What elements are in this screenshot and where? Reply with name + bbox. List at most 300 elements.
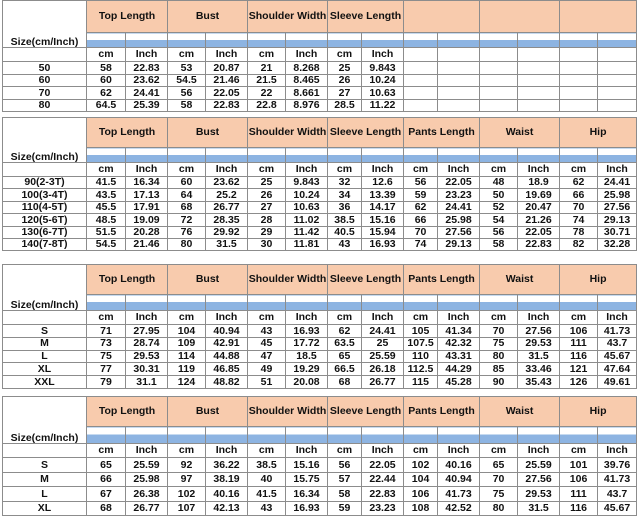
measure-value: 68: [168, 201, 206, 213]
size-row: [3, 472, 637, 487]
unit-label: Inch: [598, 444, 637, 458]
measure-value: 25.39: [126, 99, 168, 112]
measure-value: 15.75: [286, 472, 328, 487]
measure-value: 20.87: [206, 62, 248, 75]
measure-value: 45: [248, 337, 286, 350]
measure-value: 85: [480, 363, 518, 376]
measure-value: 38.5: [328, 214, 362, 226]
unit-row: [3, 48, 637, 62]
measure-value: 33.46: [518, 363, 560, 376]
measure-value: 13.39: [362, 189, 404, 201]
measure-value: 104: [168, 325, 206, 338]
measure-value: [438, 87, 480, 100]
measure-value: 101: [560, 458, 598, 473]
size-label: 110(4-5T): [3, 201, 87, 213]
measure-value: 10.24: [286, 189, 328, 201]
measure-value: 108: [404, 501, 438, 516]
measure-value: [404, 99, 438, 112]
unit-label: cm: [480, 444, 518, 458]
measure-value: 63.5: [328, 337, 362, 350]
measure-value: [560, 99, 598, 112]
measure-value: 56: [480, 226, 518, 238]
measure-value: 62: [560, 177, 598, 189]
measure-value: 106: [560, 325, 598, 338]
measure-value: 25.98: [598, 189, 637, 201]
unit-row-spacer: [3, 444, 87, 458]
measure-value: 106: [560, 472, 598, 487]
measure-value: 62: [404, 201, 438, 213]
unit-label: cm: [404, 163, 438, 177]
unit-label: cm: [560, 311, 598, 325]
measure-value: 15.16: [362, 214, 404, 226]
unit-label: Inch: [126, 48, 168, 62]
measure-value: 19.09: [126, 214, 168, 226]
unit-label: Inch: [362, 48, 404, 62]
measure-value: 47: [248, 350, 286, 363]
color-band-cell: [560, 295, 598, 311]
color-band-cell: [126, 427, 168, 444]
measure-value: 110: [404, 350, 438, 363]
measure-value: 72: [168, 214, 206, 226]
unit-label: Inch: [126, 163, 168, 177]
color-band-cell: [404, 33, 438, 48]
size-label: XL: [3, 363, 87, 376]
measure-value: 22.44: [362, 472, 404, 487]
color-band-cell: [286, 148, 328, 163]
size-row: [3, 376, 637, 389]
measure-value: 24.41: [362, 325, 404, 338]
measure-value: [598, 99, 637, 112]
measure-value: 111: [560, 487, 598, 502]
color-band-cell: [126, 295, 168, 311]
measure-header-row: [3, 265, 637, 295]
measure-value: 44.88: [206, 350, 248, 363]
measure-value: 64: [168, 189, 206, 201]
measure-value: [518, 74, 560, 87]
measure-value: 10.63: [286, 201, 328, 213]
color-band-cell: [248, 148, 286, 163]
color-band-row: [3, 427, 637, 444]
measure-value: 78: [560, 226, 598, 238]
measure-value: 38.5: [248, 458, 286, 473]
measure-value: 48.82: [206, 376, 248, 389]
measure-value: 62: [87, 87, 126, 100]
measure-header: Top Length: [87, 1, 168, 33]
unit-label: cm: [480, 311, 518, 325]
color-band-cell: [286, 33, 328, 48]
measure-value: 20.47: [518, 201, 560, 213]
size-column-header: Size(cm/Inch): [3, 397, 87, 444]
empty-measure-header: [560, 1, 637, 33]
color-band-cell: [480, 295, 518, 311]
size-label: 80: [3, 99, 87, 112]
measure-value: 21.5: [248, 74, 286, 87]
measure-header: Shoulder Width: [248, 397, 328, 427]
color-band-row: [3, 148, 637, 163]
measure-value: 54: [480, 214, 518, 226]
measure-value: 58: [328, 487, 362, 502]
measure-value: 36.22: [206, 458, 248, 473]
measure-value: 28.5: [328, 99, 362, 112]
measure-value: 14.17: [362, 201, 404, 213]
measure-value: 16.34: [286, 487, 328, 502]
measure-value: [560, 87, 598, 100]
measure-value: 46.85: [206, 363, 248, 376]
unit-label: cm: [328, 444, 362, 458]
measure-value: 76: [168, 226, 206, 238]
color-band-cell: [206, 33, 248, 48]
measure-value: 42.13: [206, 501, 248, 516]
size-row: [3, 363, 637, 376]
color-band-row: [3, 295, 637, 311]
color-band-cell: [328, 427, 362, 444]
color-band-cell: [598, 148, 637, 163]
size-table-section: [2, 396, 637, 516]
measure-value: 41.73: [438, 487, 480, 502]
measure-value: 28.74: [126, 337, 168, 350]
color-band-cell: [328, 148, 362, 163]
measure-value: 30.71: [598, 226, 637, 238]
color-band-cell: [438, 427, 480, 444]
measure-header: Shoulder Width: [248, 265, 328, 295]
measure-value: 43: [248, 325, 286, 338]
measure-value: 31.5: [206, 238, 248, 250]
measure-header: Hip: [560, 265, 637, 295]
measure-value: 47.64: [598, 363, 637, 376]
measure-value: 27.56: [518, 472, 560, 487]
measure-value: 8.465: [286, 74, 328, 87]
measure-value: 25.59: [126, 458, 168, 473]
size-column-header: Size(cm/Inch): [3, 1, 87, 48]
measure-value: 45.67: [598, 350, 637, 363]
measure-value: 43.5: [87, 189, 126, 201]
measure-value: 68: [87, 501, 126, 516]
measure-header: Bust: [168, 1, 248, 33]
size-row: [3, 458, 637, 473]
unit-label: Inch: [206, 48, 248, 62]
measure-value: 11.42: [286, 226, 328, 238]
color-band-cell: [206, 148, 248, 163]
measure-value: 27.56: [518, 325, 560, 338]
measure-value: 24.41: [438, 201, 480, 213]
measure-value: 21.26: [518, 214, 560, 226]
measure-value: 26.77: [206, 201, 248, 213]
size-label: S: [3, 458, 87, 473]
measure-value: 52: [480, 201, 518, 213]
measure-value: [480, 62, 518, 75]
measure-value: [438, 62, 480, 75]
unit-label: Inch: [598, 163, 637, 177]
measure-value: 43.7: [598, 487, 637, 502]
size-row: [3, 201, 637, 213]
measure-value: 20.08: [286, 376, 328, 389]
measure-header: Waist: [480, 118, 560, 148]
measure-value: 42.91: [206, 337, 248, 350]
measure-value: 41.73: [598, 325, 637, 338]
measure-value: 65: [480, 458, 518, 473]
unit-label: Inch: [126, 444, 168, 458]
empty-measure-header: [404, 1, 480, 33]
size-row: [3, 226, 637, 238]
measure-value: 53: [168, 62, 206, 75]
color-band-cell: [480, 148, 518, 163]
empty-measure-header: [480, 1, 560, 33]
measure-header: Top Length: [87, 118, 168, 148]
measure-value: 35.43: [518, 376, 560, 389]
size-label: L: [3, 487, 87, 502]
unit-label: cm: [248, 163, 286, 177]
measure-value: 43.7: [598, 337, 637, 350]
unit-label: cm: [87, 444, 126, 458]
measure-header-row: [3, 1, 637, 33]
measure-value: 124: [168, 376, 206, 389]
measure-value: 58: [168, 99, 206, 112]
color-band-cell: [518, 148, 560, 163]
measure-value: 22.83: [518, 238, 560, 250]
measure-value: 34: [328, 189, 362, 201]
measure-value: 49: [248, 363, 286, 376]
unit-label: Inch: [286, 311, 328, 325]
measure-value: [480, 99, 518, 112]
measure-value: 40.94: [438, 472, 480, 487]
unit-label: cm: [404, 311, 438, 325]
size-label: L: [3, 350, 87, 363]
measure-value: 29.53: [518, 337, 560, 350]
measure-value: 65: [328, 350, 362, 363]
measure-value: 25.59: [518, 458, 560, 473]
measure-value: [404, 87, 438, 100]
size-label: 50: [3, 62, 87, 75]
measure-value: 31.1: [126, 376, 168, 389]
unit-label: cm: [248, 311, 286, 325]
measure-value: 21: [248, 62, 286, 75]
measure-value: 80: [480, 350, 518, 363]
measure-value: 22.05: [518, 226, 560, 238]
measure-value: 65: [87, 458, 126, 473]
measure-value: 79: [87, 376, 126, 389]
measure-header: Pants Length: [404, 118, 480, 148]
unit-label: Inch: [286, 163, 328, 177]
measure-header: Sleeve Length: [328, 1, 404, 33]
measure-value: 74: [560, 214, 598, 226]
unit-label: [560, 48, 598, 62]
measure-value: [598, 62, 637, 75]
measure-value: 73: [87, 337, 126, 350]
measure-value: 39.76: [598, 458, 637, 473]
measure-value: 58: [87, 62, 126, 75]
unit-label: Inch: [438, 311, 480, 325]
color-band-cell: [286, 427, 328, 444]
size-row: [3, 325, 637, 338]
measure-value: 16.93: [286, 501, 328, 516]
measure-value: 26.77: [126, 501, 168, 516]
measure-value: 36: [328, 201, 362, 213]
size-row: [3, 62, 637, 75]
measure-value: 23.23: [362, 501, 404, 516]
size-table-section: [2, 117, 637, 251]
measure-value: 102: [404, 458, 438, 473]
measure-value: 107.5: [404, 337, 438, 350]
size-column-header: Size(cm/Inch): [3, 118, 87, 163]
measure-value: 15.94: [362, 226, 404, 238]
measure-value: 8.268: [286, 62, 328, 75]
measure-value: 67: [87, 487, 126, 502]
size-label: XXL: [3, 376, 87, 389]
measure-value: 24.41: [126, 87, 168, 100]
unit-label: [438, 48, 480, 62]
measure-value: 41.73: [598, 472, 637, 487]
measure-value: 48: [480, 177, 518, 189]
measure-value: 60: [168, 177, 206, 189]
measure-header: Top Length: [87, 265, 168, 295]
unit-label: cm: [168, 48, 206, 62]
measure-value: 28.35: [206, 214, 248, 226]
color-band-cell: [518, 427, 560, 444]
measure-value: 21.46: [206, 74, 248, 87]
measure-value: 25: [248, 177, 286, 189]
measure-header: Shoulder Width: [248, 1, 328, 33]
unit-label: Inch: [438, 163, 480, 177]
measure-value: 90: [480, 376, 518, 389]
unit-label: Inch: [362, 444, 404, 458]
unit-row-spacer: [3, 163, 87, 177]
color-band-cell: [404, 148, 438, 163]
measure-value: [404, 74, 438, 87]
unit-label: Inch: [518, 311, 560, 325]
measure-value: 42.52: [438, 501, 480, 516]
measure-value: 41.34: [438, 325, 480, 338]
measure-value: 16.34: [126, 177, 168, 189]
measure-header: Hip: [560, 397, 637, 427]
size-row: [3, 87, 637, 100]
measure-value: 44.29: [438, 363, 480, 376]
measure-value: 70: [480, 325, 518, 338]
size-label: 90(2-3T): [3, 177, 87, 189]
color-band-cell: [328, 33, 362, 48]
color-band-cell: [286, 295, 328, 311]
unit-label: cm: [248, 48, 286, 62]
measure-value: 10.63: [362, 87, 404, 100]
unit-row-spacer: [3, 311, 87, 325]
measure-value: 18.5: [286, 350, 328, 363]
size-column-header: Size(cm/Inch): [3, 265, 87, 311]
measure-value: 22.05: [438, 177, 480, 189]
unit-label: [480, 48, 518, 62]
color-band-cell: [168, 427, 206, 444]
measure-value: 17.72: [286, 337, 328, 350]
unit-label: [518, 48, 560, 62]
measure-value: 41.5: [87, 177, 126, 189]
size-label: M: [3, 472, 87, 487]
measure-value: 23.62: [206, 177, 248, 189]
measure-value: 60: [87, 74, 126, 87]
measure-header: Shoulder Width: [248, 118, 328, 148]
unit-row: [3, 311, 637, 325]
measure-value: 12.6: [362, 177, 404, 189]
measure-value: 23.62: [126, 74, 168, 87]
measure-value: 59: [404, 189, 438, 201]
measure-value: 8.661: [286, 87, 328, 100]
measure-value: 97: [168, 472, 206, 487]
color-band-cell: [560, 33, 598, 48]
unit-label: Inch: [362, 163, 404, 177]
color-band-cell: [248, 33, 286, 48]
measure-value: 92: [168, 458, 206, 473]
measure-value: 22.05: [362, 458, 404, 473]
measure-value: 29.53: [518, 487, 560, 502]
measure-value: 16.93: [286, 325, 328, 338]
measure-value: 29.13: [438, 238, 480, 250]
measure-value: 66: [87, 472, 126, 487]
color-band-cell: [404, 295, 438, 311]
size-row: [3, 177, 637, 189]
color-band-cell: [87, 295, 126, 311]
color-band-cell: [438, 148, 480, 163]
measure-value: 54.5: [168, 74, 206, 87]
measure-value: [518, 87, 560, 100]
color-band-cell: [168, 295, 206, 311]
unit-label: [598, 48, 637, 62]
unit-label: cm: [404, 444, 438, 458]
size-label: 70: [3, 87, 87, 100]
unit-label: Inch: [518, 163, 560, 177]
measure-value: 25.98: [438, 214, 480, 226]
measure-value: 31.5: [518, 350, 560, 363]
color-band-cell: [126, 33, 168, 48]
measure-value: 40.16: [438, 458, 480, 473]
unit-label: Inch: [206, 163, 248, 177]
color-band-cell: [248, 295, 286, 311]
measure-value: 45.67: [598, 501, 637, 516]
measure-value: 25.98: [126, 472, 168, 487]
measure-value: 59: [328, 501, 362, 516]
measure-value: 62: [328, 325, 362, 338]
measure-value: 126: [560, 376, 598, 389]
measure-value: 70: [560, 201, 598, 213]
measure-value: 17.91: [126, 201, 168, 213]
measure-value: 40.94: [206, 325, 248, 338]
measure-header: Sleeve Length: [328, 397, 404, 427]
measure-value: 27.56: [438, 226, 480, 238]
color-band-cell: [560, 427, 598, 444]
measure-header: Pants Length: [404, 397, 480, 427]
size-row: [3, 501, 637, 516]
measure-value: 40.16: [206, 487, 248, 502]
measure-value: 15.16: [286, 458, 328, 473]
size-row: [3, 99, 637, 112]
unit-label: cm: [560, 444, 598, 458]
measure-value: 32.28: [598, 238, 637, 250]
color-band-cell: [438, 295, 480, 311]
unit-label: cm: [87, 163, 126, 177]
size-label: M: [3, 337, 87, 350]
measure-value: 11.22: [362, 99, 404, 112]
measure-value: 50: [480, 189, 518, 201]
unit-label: cm: [480, 163, 518, 177]
unit-label: Inch: [362, 311, 404, 325]
color-band-cell: [362, 427, 404, 444]
measure-value: 107: [168, 501, 206, 516]
measure-header: Bust: [168, 397, 248, 427]
measure-value: 30.31: [126, 363, 168, 376]
measure-value: 75: [87, 350, 126, 363]
measure-value: 27.56: [598, 201, 637, 213]
measure-header: Bust: [168, 118, 248, 148]
measure-value: [598, 74, 637, 87]
measure-value: 11.81: [286, 238, 328, 250]
size-label: S: [3, 325, 87, 338]
measure-value: 66: [560, 189, 598, 201]
